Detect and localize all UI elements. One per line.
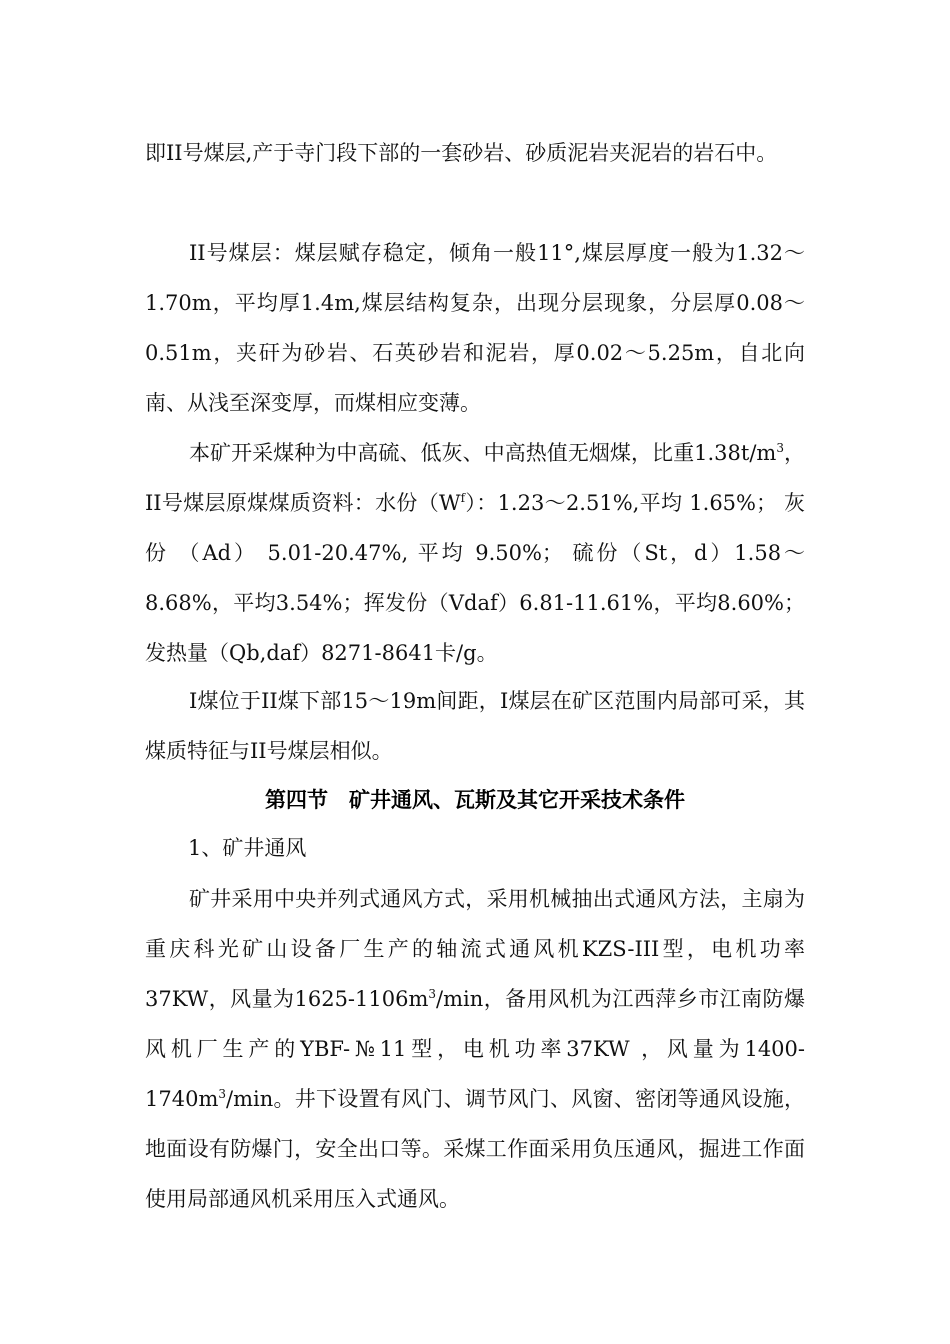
- paragraph-coal-quality: [145, 428, 805, 678]
- paragraph-text: I煤位于II煤下部15～19m间距，I煤层在矿区范围内局部可采，其煤质特征与II号煤层相似。: [145, 689, 805, 763]
- paragraph-text: ）：1.23～2.51%,平均 1.65%； 灰份 （Ad） 5.01-20.47%, 平均 9.50%； 硫份（St，d）1.58～8.68%，平均3.54%；挥发份（Vdaf）6.81-11.61%，平均8.60%；发热量（Qb,daf）8271-8641卡/g。: [145, 491, 805, 665]
- paragraph-seam-ii-description: [145, 228, 805, 428]
- paragraph-text: /min。井下设置有风门、调节风门、风窗、密闭等通风设施，地面设有防爆门，安全出口等。采煤工作面采用负压通风，掘进工作面使用局部通风机采用压入式通风。: [145, 1087, 805, 1211]
- subsection-title: 1、矿井通风: [188, 836, 307, 860]
- superscript: 3: [218, 1087, 226, 1101]
- paragraph-text: /min，备用风机为江西萍乡市江南防爆风机厂生产的YBF-№11型，电机功率37KW ，风量为1400-1740m: [145, 987, 805, 1111]
- paragraph-text: ，II号煤层原煤煤质资料：水份（W: [145, 441, 805, 515]
- paragraph-text: II号煤层：煤层赋存稳定，倾角一般11°,煤层厚度一般为1.32～1.70m，平均厚1.4m,煤层结构复杂，出现分层现象，分层厚0.08～0.51m，夹矸为砂岩、石英砂岩和泥岩，厚0.02～5.25m，自北向南、从浅至深变厚，而煤相应变薄。: [145, 241, 805, 415]
- section-heading: 第四节 矿井通风、瓦斯及其它开采技术条件: [265, 788, 685, 812]
- paragraph-text: 矿井采用中央并列式通风方式，采用机械抽出式通风方法，主扇为重庆科光矿山设备厂生产的轴流式通风机KZS-III型，电机功率37KW，风量为1625-1106m: [145, 887, 805, 1011]
- superscript: 3: [428, 987, 437, 1001]
- superscript: f: [460, 491, 466, 505]
- superscript: 3: [776, 441, 784, 455]
- paragraph-seam-i: [145, 676, 805, 776]
- paragraph-ventilation: [145, 874, 805, 1224]
- paragraph-text: 即II号煤层,产于寺门段下部的一套砂岩、砂质泥岩夹泥岩的岩石中。: [145, 141, 778, 165]
- paragraph-text: 本矿开采煤种为中高硫、低灰、中高热值无烟煤，比重1.38t/m: [189, 441, 777, 465]
- paragraph-seam-ii-location: [145, 128, 805, 178]
